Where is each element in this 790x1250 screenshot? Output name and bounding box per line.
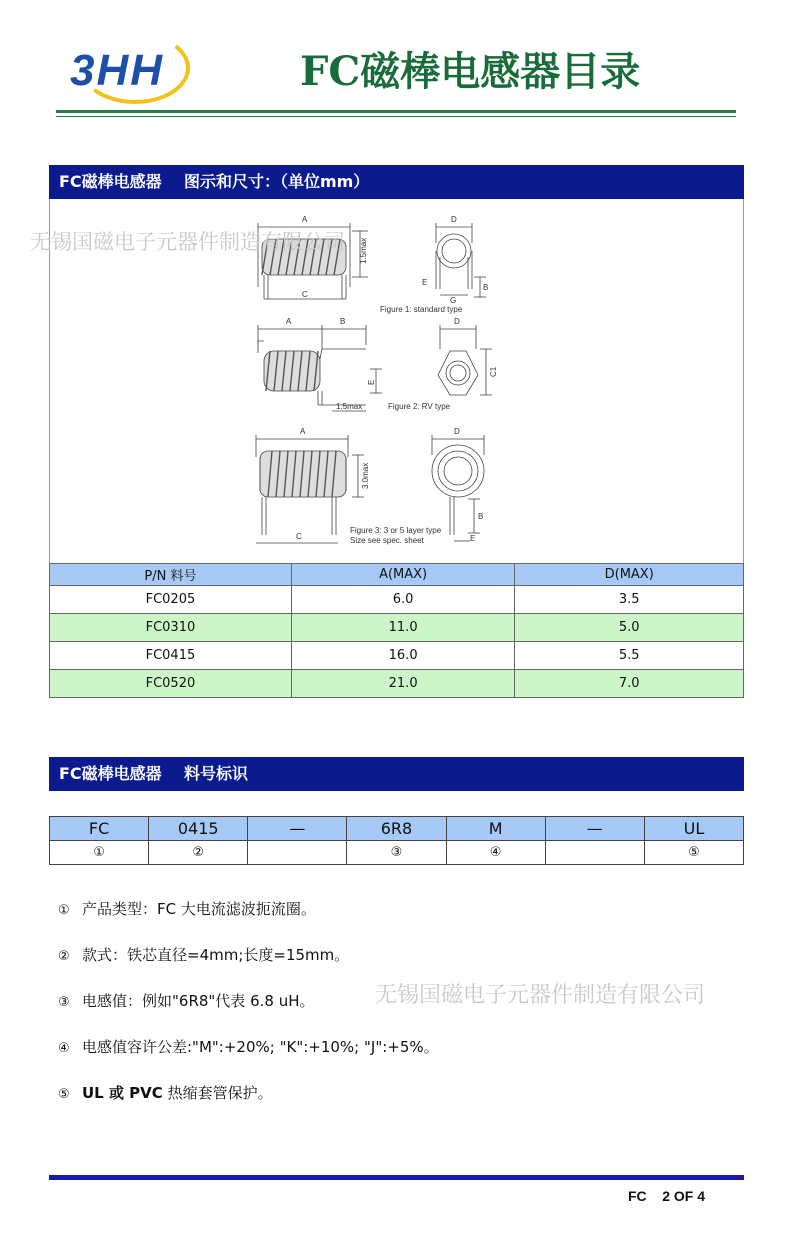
code-cell: 6R8 — [347, 817, 446, 841]
spec-cell-d: 5.5 — [515, 642, 744, 670]
note-number: ③ — [58, 995, 70, 1010]
note-text: 产品类型：FC 大电流滤波扼流圈。 — [82, 900, 316, 918]
title-rule — [56, 110, 736, 113]
spec-cell-pn: FC0520 — [50, 670, 292, 698]
footer-rule — [49, 1175, 744, 1180]
company-logo — [62, 28, 182, 108]
spec-cell-pn: FC0415 — [50, 642, 292, 670]
dim-label-b: B — [483, 283, 489, 292]
spec-cell-a: 11.0 — [291, 614, 515, 642]
table-row — [50, 670, 744, 698]
note-text: 热缩套管保护。 — [162, 1084, 273, 1102]
spec-header-d: D(MAX) — [515, 564, 744, 586]
dim-label-c-3: C — [296, 532, 302, 541]
code-cell: FC — [50, 817, 149, 841]
code-index-cell: ① — [50, 841, 149, 865]
spec-header-row — [50, 564, 744, 586]
code-cell: — — [545, 817, 644, 841]
spec-cell-d: 7.0 — [515, 670, 744, 698]
spec-cell-a: 6.0 — [291, 586, 515, 614]
watermark-bottom: 无锡国磁电子元器件制造有限公司 — [375, 983, 706, 1008]
table-row — [50, 642, 744, 670]
section-dimensions-header: FC磁棒电感器 图示和尺寸：（单位mm） — [49, 165, 744, 199]
code-index-cell: ③ — [347, 841, 446, 865]
list-item — [58, 1082, 273, 1103]
page-title: FC磁棒电感器目录 — [300, 48, 641, 95]
note-number: ⑤ — [58, 1087, 70, 1102]
dim-label-e: E — [422, 278, 428, 287]
dim-label-d-3: D — [454, 427, 460, 436]
code-cell: UL — [644, 817, 743, 841]
dim-label-a: A — [302, 215, 308, 224]
note-text: 电感值容许公差:"M":+20%; "K":+10%; "J":+5%。 — [82, 1038, 439, 1056]
note-number: ② — [58, 949, 70, 964]
code-cell: 0415 — [149, 817, 248, 841]
figure-1-caption: Figure 1: standard type — [380, 305, 463, 314]
spec-cell-a: 21.0 — [291, 670, 515, 698]
spec-header-pn: P/N 料号 — [50, 564, 292, 586]
figure-3-caption-1: Figure 3: 3 or 5 layer type — [350, 526, 442, 535]
part-code-row — [50, 817, 744, 841]
table-row — [50, 614, 744, 642]
dim-label-c: C — [302, 290, 308, 299]
code-index-cell — [248, 841, 347, 865]
dim-label-a-3: A — [300, 427, 306, 436]
watermark-top: 无锡国磁电子元器件制造有限公司 — [30, 230, 345, 254]
spec-cell-d: 3.5 — [515, 586, 744, 614]
list-item — [58, 1036, 439, 1057]
dim-label-e-3: E — [470, 534, 476, 543]
note-number: ④ — [58, 1041, 70, 1056]
dim-label-d-2: D — [454, 317, 460, 326]
spec-cell-a: 16.0 — [291, 642, 515, 670]
list-item — [58, 898, 316, 919]
note-bold-text: UL 或 PVC — [82, 1084, 163, 1102]
logo-text: 3HH — [70, 46, 165, 95]
dim-label-d: D — [451, 215, 457, 224]
table-row — [50, 586, 744, 614]
note-text: 款式：铁芯直径=4mm;长度=15mm。 — [82, 946, 350, 964]
dim-label-g: G — [450, 296, 457, 305]
spec-cell-pn: FC0205 — [50, 586, 292, 614]
part-code-table — [49, 816, 744, 865]
spec-header-a: A(MAX) — [291, 564, 515, 586]
code-index-cell: ⑤ — [644, 841, 743, 865]
dim-label-1-5max-2: 1.5max — [336, 402, 363, 411]
dim-label-e-2: E — [367, 379, 376, 385]
figure-2-caption: Figure 2: RV type — [388, 402, 451, 411]
part-code-index-row — [50, 841, 744, 865]
dim-label-3-0max: 3.0max — [361, 462, 370, 489]
note-text: 电感值：例如"6R8"代表 6.8 uH。 — [82, 992, 315, 1010]
code-index-cell: ④ — [446, 841, 545, 865]
spec-cell-d: 5.0 — [515, 614, 744, 642]
figure-3-caption-2: Size see spec. sheet — [350, 536, 424, 545]
code-cell: — — [248, 817, 347, 841]
list-item — [58, 944, 349, 965]
dim-label-b-2: B — [340, 317, 346, 326]
figure-2-rv — [258, 325, 492, 411]
list-item — [58, 990, 315, 1011]
dim-label-a-2: A — [286, 317, 292, 326]
note-number: ① — [58, 903, 70, 918]
dim-label-c1: C1 — [489, 366, 498, 377]
spec-cell-pn: FC0310 — [50, 614, 292, 642]
page-footer: FC 2 OF 4 — [628, 1188, 706, 1204]
dim-label-1-5max: 1.5max — [359, 237, 368, 264]
code-index-cell — [545, 841, 644, 865]
code-index-cell: ② — [149, 841, 248, 865]
dim-label-b-3: B — [478, 512, 484, 521]
section-part-number-header: FC磁棒电感器 料号标识 — [49, 757, 744, 791]
spec-table — [49, 563, 744, 698]
code-cell: M — [446, 817, 545, 841]
title-rule-thin — [56, 116, 736, 117]
